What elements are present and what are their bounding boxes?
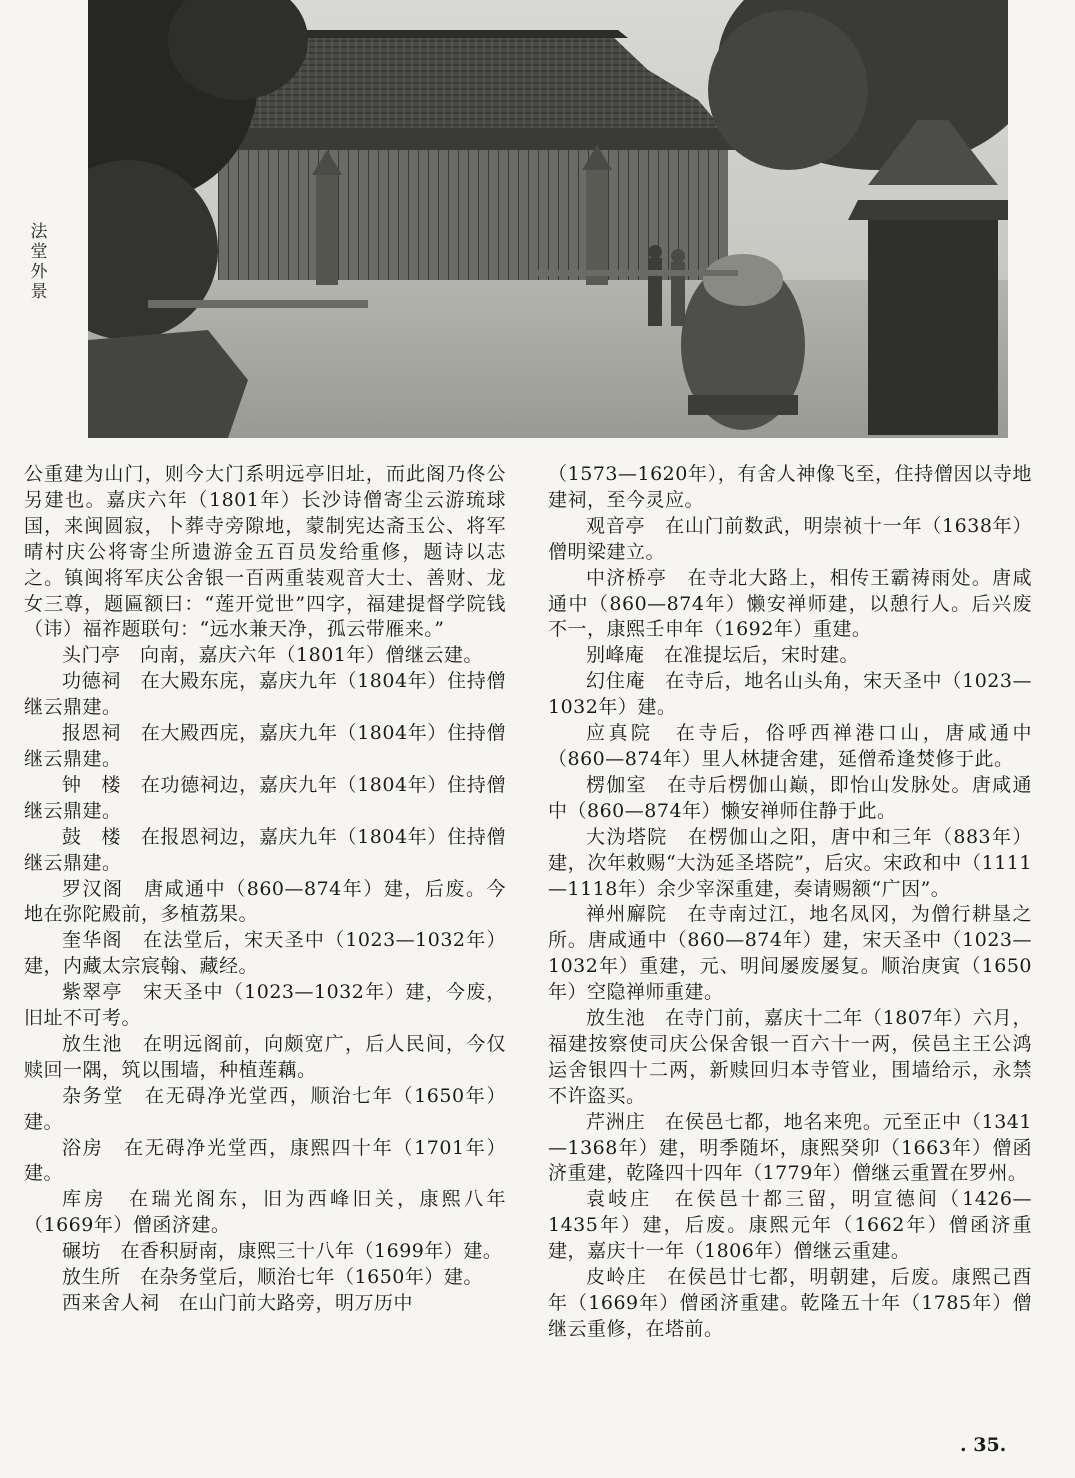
entry: [548, 1110, 1032, 1188]
photo-illustration: [88, 0, 1008, 438]
entry: [548, 566, 1032, 644]
entry: [24, 1187, 506, 1239]
entry-text: 在寺后楞伽山巅，即怡山发脉处。唐咸通中（860—874年）懒安禅师住静于此。: [548, 773, 1032, 822]
entry-text: 在明远阁前，向颇宽广，后人民间，今仅赎回一隅，筑以围墙，种植莲藕。: [24, 1032, 506, 1081]
entry-text: 在侯邑十都三留，明宣德间（1426—1435年）建，后废。康熙元年（1662年）僧函济重建，嘉庆十一年（1806年）僧继云重建。: [548, 1188, 1032, 1263]
right-text-column: [548, 462, 1032, 1343]
entry: [548, 1265, 1032, 1343]
entry: [24, 1084, 506, 1136]
entry: [24, 1032, 506, 1084]
entry: [548, 721, 1032, 773]
entry-term: 放生池: [586, 1007, 646, 1030]
entry-term: 别峰庵: [586, 644, 645, 667]
entry-term: 库房: [62, 1188, 107, 1211]
entry: [24, 1136, 506, 1188]
entry-term: 紫翠亭: [62, 981, 123, 1004]
entry-term: 皮岭庄: [586, 1266, 647, 1289]
entry-term: 浴房: [62, 1136, 104, 1159]
entry-term: 楞伽室: [586, 773, 647, 796]
entry-text: 在大殿西庑，嘉庆九年（1804年）住持僧继云鼎建。: [24, 722, 506, 770]
entry-term: 芹洲庄: [586, 1110, 646, 1133]
entry: [24, 721, 506, 773]
entry-text: 在寺门前，嘉庆十二年（1807年）六月，福建按察使司庆公保舍银一百六十一两，侯邑主王公鸿运舍银四十二两，新赎回归本寺管业，围墙给示，永禁不许盗买。: [548, 1007, 1032, 1107]
entry: [548, 1006, 1032, 1110]
entry: [24, 825, 506, 877]
entry-term: 中济桥亭: [586, 566, 668, 589]
entry-text: 在寺后，俗呼西禅港口山，唐咸通中（860—874年）里人林捷舍建，延僧希逢焚修于此。: [548, 722, 1032, 770]
left-text-column: [24, 462, 506, 1317]
entry: [548, 643, 1032, 669]
entry: [548, 902, 1032, 1006]
entry-text: 宋天圣中（1023—1032年）建，今废，旧址不可考。: [24, 981, 506, 1030]
temple-courtyard-photo: [88, 0, 1008, 438]
entry: [24, 1291, 506, 1317]
entry-term: 杂务堂: [62, 1084, 125, 1107]
entry-text: 向南，嘉庆六年（1801年）僧继云建。: [140, 644, 483, 667]
entry-text: 在功德祠边，嘉庆九年（1804年）住持僧继云鼎建。: [24, 773, 506, 822]
entry-term: 幻住庵: [586, 670, 646, 693]
entry-term: 放生所: [62, 1266, 121, 1289]
entry-term: 放生池: [62, 1032, 123, 1055]
entry: [24, 669, 506, 721]
entry-text: 在杂务堂后，顺治七年（1650年）建。: [140, 1266, 483, 1289]
entry-text: 在准提坛后，宋时建。: [664, 644, 860, 667]
entry-text: 在无碍净光堂西，康熙四十年（1701年）建。: [24, 1136, 506, 1185]
entry: [24, 773, 506, 825]
entry-text: 在法堂后，宋天圣中（1023—1032年）建，内藏太宗宸翰、藏经。: [24, 929, 506, 978]
entry-text: 唐咸通中（860—874年）建，后废。今地在弥陀殿前，多植荔果。: [24, 877, 506, 926]
entry: [24, 980, 506, 1032]
entry-term: 钟 楼: [62, 773, 122, 796]
entry: [24, 877, 506, 929]
entry-text: 在侯邑七都，地名来兜。元至正中（1341—1368年）建，明季随坏，康熙癸卯（1663年）僧函济重建，乾隆四十四年（1779年）僧继云重置在罗州。: [548, 1110, 1032, 1185]
entry-term: 袁岐庄: [586, 1188, 653, 1211]
entry: [24, 1265, 506, 1291]
entry: [24, 1239, 506, 1265]
entry-text: 在寺北大路上，相传王霸祷雨处。唐咸通中（860—874年）懒安禅师建，以憩行人。后兴废不一，康熙壬申年（1692年）重建。: [548, 566, 1032, 641]
entry: [24, 643, 506, 669]
entry-term: 鼓 楼: [62, 825, 122, 848]
entry-text: 在香积厨南，康熙三十八年（1699年）建。: [120, 1240, 503, 1263]
entry-term: 功德祠: [62, 670, 122, 693]
entry-term: 碾坊: [62, 1240, 102, 1263]
entry-term: 观音亭: [586, 514, 646, 537]
entry-text: 在瑞光阁东，旧为西峰旧关，康熙八年（1669年）僧函济建。: [24, 1188, 506, 1237]
page-number: . 35.: [960, 1434, 1007, 1456]
entry: [24, 928, 506, 980]
entry-text: 在寺后，地名山头角，宋天圣中（1023—1032年）建。: [548, 670, 1032, 719]
entry-text: 在无碍净光堂西，顺治七年（1650年）建。: [24, 1084, 506, 1133]
entry-term: 禅州廨院: [586, 903, 668, 926]
entry-term: 大沩塔院: [586, 825, 668, 848]
paragraph: 公重建为山门，则今大门系明远亭旧址，而此阁乃佟公另建也。嘉庆六年（1801年）长沙诗僧寄尘云游琉球国，来闽圆寂，卜葬寺旁隙地，蒙制宪达斋玉公、将军晴村庆公将寄尘所遗游金五百员发给重修，题诗以志之。镇闽将军庆公舍银一百两重装观音大士、善财、龙女三尊，题匾额曰：“莲开觉世”四字，福建提督学院钱（讳）福祚题联句：“远水兼天净，孤云带雁来。”: [24, 463, 506, 641]
entry-term: 罗汉阁: [62, 877, 124, 900]
entry: [548, 669, 1032, 721]
entry-text: 在山门前数武，明崇祯十一年（1638年）僧明梁建立。: [548, 514, 1032, 563]
entry-text: 在楞伽山之阳，唐中和三年（883年）建，次年敕赐“大沩延圣塔院”，后灾。宋政和中（1111—1118年）余少宰深重建，奏请赐额“广因”。: [548, 825, 1032, 900]
photo-caption: 法堂外景: [30, 222, 48, 302]
entry: [548, 1187, 1032, 1265]
entry: [548, 825, 1032, 903]
entry-term: 报恩祠: [62, 722, 122, 745]
entry-text: 在寺南过江，地名凤冈，为僧行耕垦之所。唐咸通中（860—874年）建，宋天圣中（1023—1032年）重建，元、明间屡废屡复。顺治庚寅（1650年）空隐禅师重建。: [548, 903, 1032, 1004]
entry-term: 奎华阁: [62, 929, 123, 952]
entry-text: 在报恩祠边，嘉庆九年（1804年）住持僧继云鼎建。: [24, 825, 506, 874]
entry-term: 应真院: [586, 722, 654, 745]
entry-text: 在侯邑廿七都，明朝建，后废。康熙己酉年（1669年）僧函济重建。乾隆五十年（1785年）僧继云重修，在塔前。: [548, 1266, 1032, 1340]
entry: [548, 514, 1032, 566]
entry: [548, 773, 1032, 825]
paragraph: （1573—1620年），有舍人神像飞至，住持僧因以寺地建祠，至今灵应。: [548, 463, 1032, 511]
entry-term: 头门亭: [62, 644, 121, 667]
entry-text: 在山门前大路旁，明万历中: [179, 1292, 414, 1314]
entry-text: 在大殿东庑，嘉庆九年（1804年）住持僧继云鼎建。: [24, 670, 506, 719]
entry-term: 西来舍人祠: [62, 1292, 160, 1314]
